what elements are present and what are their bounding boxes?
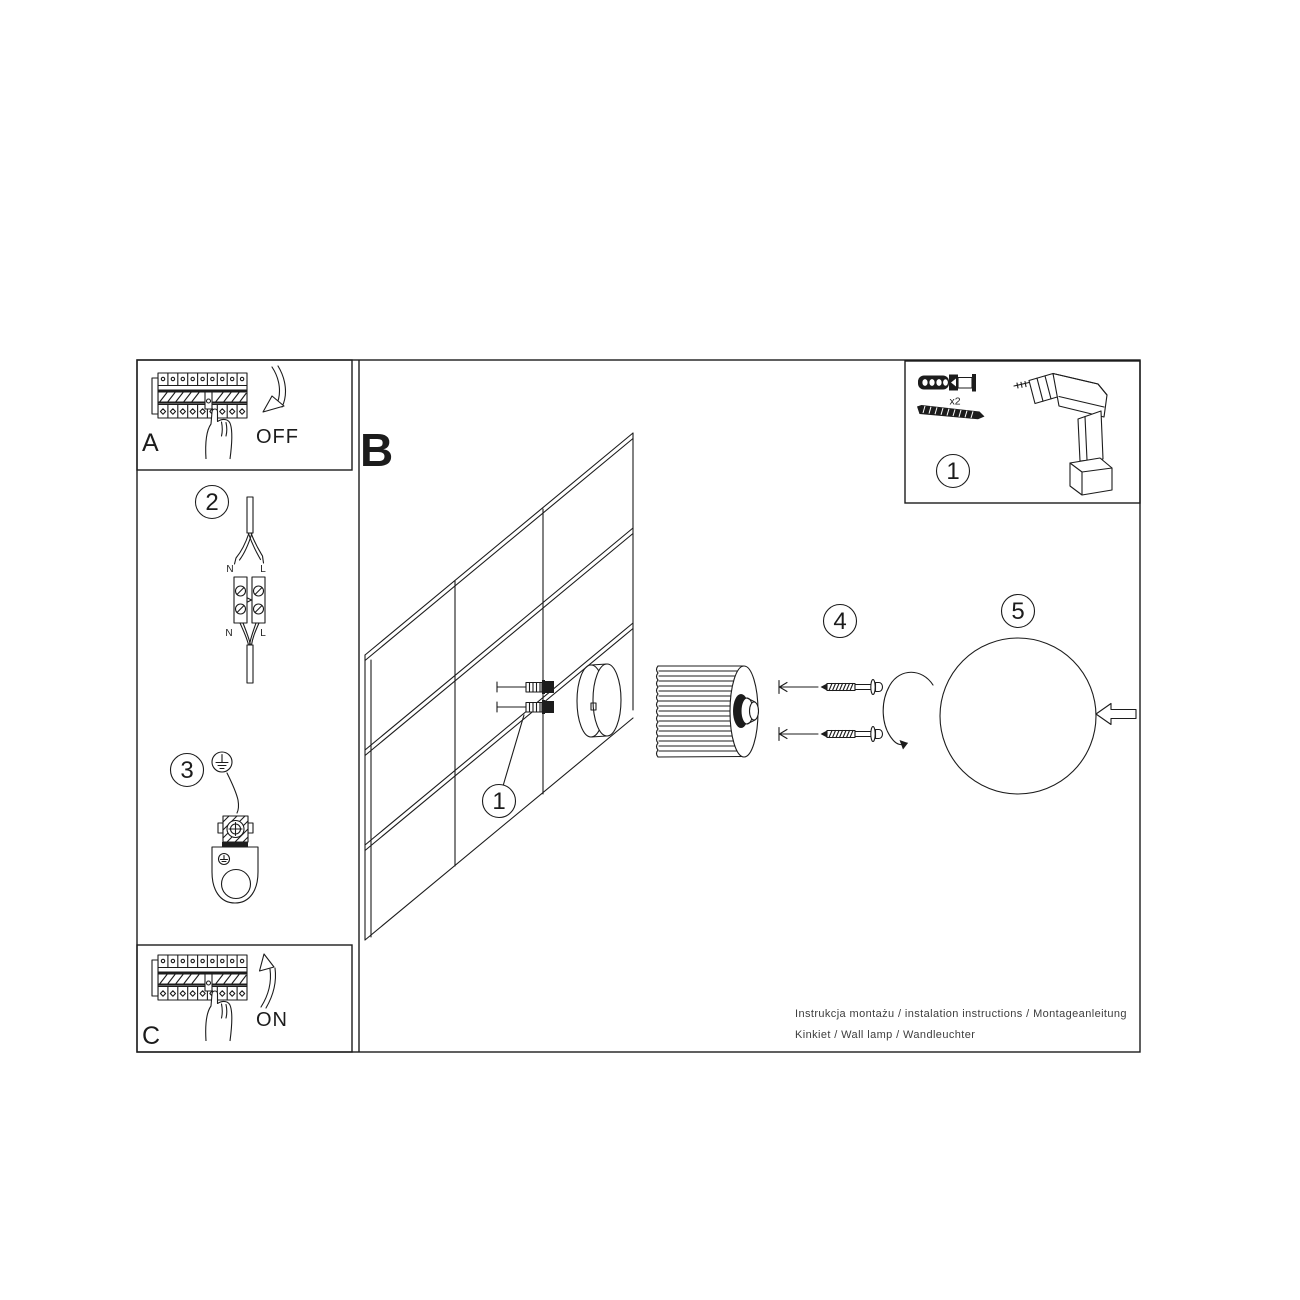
footer-line2: Kinkiet / Wall lamp / Wandleuchter: [795, 1029, 976, 1041]
cable-bottom-icon: [247, 645, 253, 683]
step1-tools-number: 1: [946, 458, 960, 485]
mounting-screw-bottom-icon: [779, 727, 883, 742]
anchor-qty-label: x2: [949, 395, 961, 408]
ground-wire-icon: [227, 773, 239, 813]
mounting-screw-top-icon: [779, 680, 883, 695]
wire-l-bottom-label: L: [260, 628, 266, 639]
section-a-label: A: [142, 429, 159, 457]
leader-line: [503, 715, 524, 786]
section-c-label: C: [142, 1022, 161, 1050]
step1-wall-number: 1: [492, 788, 506, 815]
lamp-body-icon: [657, 666, 759, 757]
wire-n-bottom-label: N: [225, 628, 233, 639]
ground-symbol-icon: [212, 752, 232, 772]
panel-c-box: [137, 945, 352, 1052]
wire-l-top-label: L: [260, 564, 266, 575]
anchor-bottom-icon: [497, 700, 554, 714]
anchor-top-icon: [497, 680, 554, 694]
glass-globe-icon: [940, 638, 1096, 794]
section-b-label: B: [360, 424, 394, 476]
mounting-plate-icon: [212, 842, 258, 903]
step2-wiring-group: [196, 486, 267, 684]
step2-number: 2: [205, 489, 219, 516]
outer-frame: [137, 360, 1140, 1052]
on-label: ON: [256, 1009, 288, 1031]
wire-n-top-label: N: [226, 564, 234, 575]
footer: [795, 1008, 1127, 1041]
arrow-curved-up-icon: [260, 954, 276, 1008]
tools-box: [905, 361, 1140, 503]
drill-icon: [1014, 374, 1112, 496]
wall-plug-icon: [918, 374, 976, 392]
footer-line1: Instrukcja montażu / instalation instructions / Montageanleitung: [795, 1008, 1127, 1020]
breaker-panel-icon: [152, 373, 247, 418]
breaker-panel-icon: [152, 955, 247, 1000]
step4-group: [779, 605, 883, 742]
mains-cable-icon: [235, 497, 264, 564]
step5-number: 5: [1011, 598, 1025, 625]
arrow-curved-down-icon: [263, 366, 285, 412]
panel-a-box: [137, 360, 352, 470]
step4-number: 4: [833, 608, 847, 635]
ground-terminal-icon: [218, 816, 253, 842]
step3-ground-group: [171, 752, 259, 903]
insert-arrow-icon: [1096, 704, 1136, 725]
rotate-arrow-icon: [883, 672, 933, 749]
canopy-ring-icon: [577, 664, 621, 737]
off-label: OFF: [256, 426, 299, 448]
step5-group: [883, 595, 1136, 795]
step3-number: 3: [180, 757, 194, 784]
